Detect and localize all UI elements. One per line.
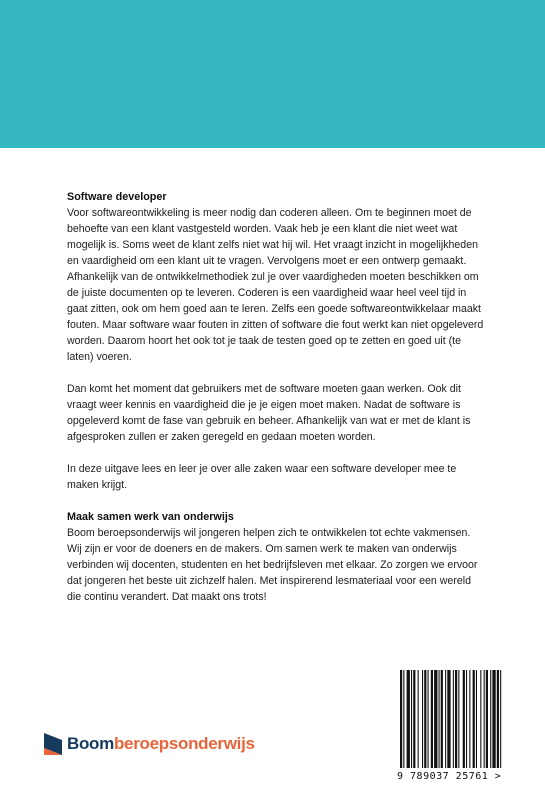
- publisher-name-boom: Boom: [67, 734, 114, 753]
- paragraph: In deze uitgave lees en leer je over alle zaken waar een software developer mee te maken krijgt.: [67, 463, 457, 491]
- cover-color-band: [0, 0, 545, 148]
- publisher-name-beroepsonderwijs: beroepsonderwijs: [113, 734, 255, 753]
- paragraph: Voor softwareontwikkeling is meer nodig dan coderen alleen. Om te beginnen moet de behoefte van een klant vastgesteld worden. Vaak heb je een klant die niet weet wat mogelijk is. Soms weet de klant zelfs niet wat hij wil. Het vraagt inzicht in mogelijkheden en vaardigheid om een klant uit te vragen. Vervolgens moet er een ontwerp gemaakt. Afhankelijk van de ontwikkelmethodiek zul je over vaardigheden moeten beschikken om de juiste documenten op te leveren. Coderen is een vaardigheid waar heel veel tijd in gaat zitten, ook om hem goed aan te leren. Zelfs een goede softwareontwikkelaar maakt fouten. Maar software waar fouten in zitten of software die fout werkt kan niet opgeleverd worden. Daarom hoort het ook tot je taak de testen goed op te zetten en goed uit (te laten) voeren.: [67, 207, 484, 363]
- back-cover-text: [67, 189, 487, 605]
- boom-flag-icon: [44, 733, 62, 755]
- section-title-software-developer: Software developer: [67, 191, 167, 203]
- paragraph: Boom beroepsonderwijs wil jongeren helpen zich te ontwikkelen tot echte vakmensen. Wij zijn er voor de doeners en de makers. Om samen werk te maken van onderwijs verbinden wij docenten, studenten en het bedrijfsleven met elkaar. Zo zorgen we ervoor dat jongeren het beste uit zichzelf halen. Met inspirerend lesmateriaal voor een wereld die continu verandert. Dat maakt ons trots!: [67, 527, 478, 603]
- section-title-maak-samen: Maak samen werk van onderwijs: [67, 511, 234, 523]
- paragraph: Dan komt het moment dat gebruikers met de software moeten gaan werken. Ook dit vraagt weer kennis en vaardigheid die je je eigen moet maken. Nadat de software is opgeleverd komt de fase van gebruik en beheer. Afhankelijk van wat er met de klant is afgesproken zullen er zaken geregeld en gedaan moeten worden.: [67, 383, 471, 443]
- barcode-bars: [400, 670, 538, 770]
- isbn-digits: 9 789037 25761 >: [397, 771, 502, 782]
- publisher-logo: [44, 733, 255, 755]
- isbn-barcode: [397, 670, 541, 784]
